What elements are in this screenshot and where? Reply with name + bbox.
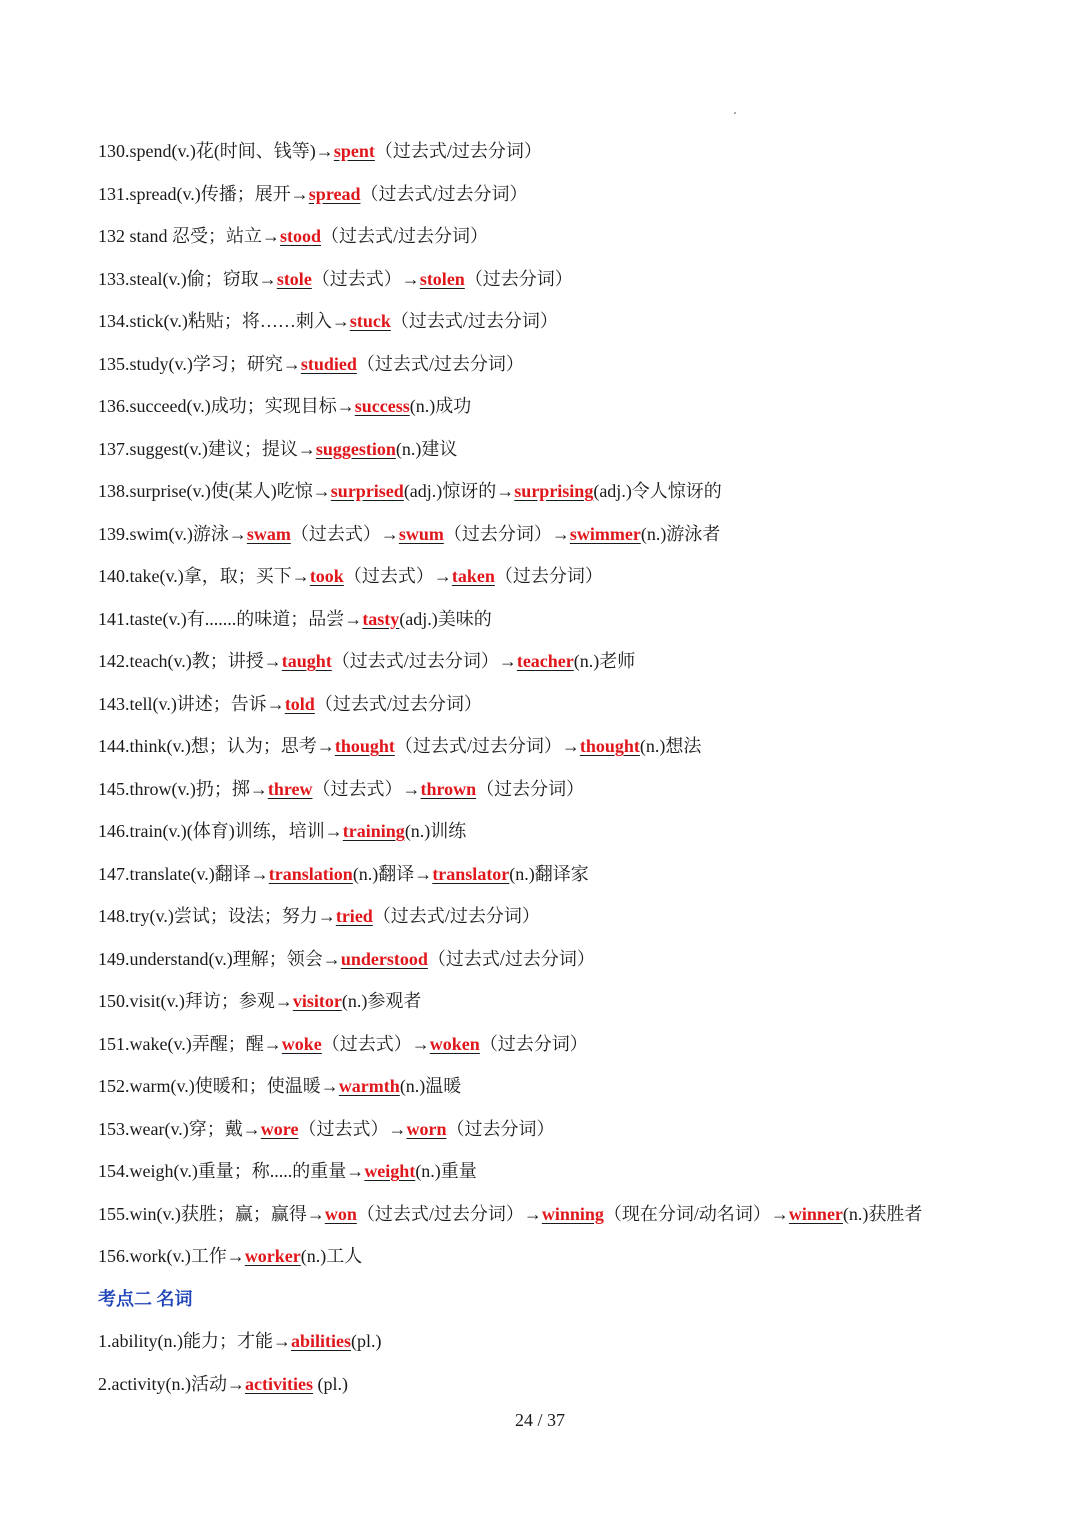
answer-word: weight [364,1161,416,1181]
entry-text: 139.swim(v.)游泳→ [98,523,247,544]
vocab-entry [98,300,1058,343]
vocabulary-list [98,130,1058,1405]
entry-text: （过去式）→ [321,1033,430,1054]
entry-text: 130.spend(v.)花(时间、钱等)→ [98,141,334,161]
answer-word: thought [579,736,640,756]
vocab-entry [98,810,1058,853]
entry-text: （过去式/过去分词） [372,906,540,926]
entry-text: 142.teach(v.)教；讲授→ [98,651,282,671]
answer-word: spent [333,141,375,161]
entry-text: 155.win(v.)获胜；赢；赢得→ [98,1203,325,1224]
vocab-entry [98,1235,1058,1278]
entry-text: (n.)老师 [573,651,636,671]
entry-text: 140.take(v.)拿，取；买下→ [98,566,310,586]
entry-text: （过去式/过去分词）→ [394,736,580,756]
entry-text: (n.)成功 [409,396,472,416]
entry-text: 144.think(v.)想；认为；思考→ [98,736,335,756]
answer-word: tasty [362,608,400,629]
entry-text: （过去式）→ [311,268,420,289]
entry-text: (n.)工人 [300,1246,363,1266]
vocab-entry [98,428,1058,471]
entry-text: （过去式）→ [298,1118,407,1139]
vocab-entry [98,683,1058,726]
entry-text: 133.steal(v.)偷；窃取→ [98,268,277,289]
answer-word: understood [340,948,428,969]
answer-word: stuck [349,311,391,331]
entry-text: (n.)游泳者 [640,523,721,544]
vocab-entry [98,598,1058,641]
answer-word: spread [308,183,361,204]
answer-word: winning [541,1203,604,1224]
entry-text: （过去分词） [476,778,585,799]
entry-text: 149.understand(v.)理解；领会→ [98,948,341,969]
entry-text: 145.throw(v.)扔；掷→ [98,778,268,799]
entry-text: (n.)翻译→ [352,863,433,884]
entry-text: （过去式）→ [290,523,399,544]
vocab-entry [98,980,1058,1023]
answer-word: translation [268,863,353,884]
entry-text: (adj.)惊讶的→ [403,481,515,501]
entry-text: 136.succeed(v.)成功；实现目标→ [98,396,355,416]
answer-word: abilities [290,1331,351,1351]
entry-text: (n.)重量 [415,1161,477,1181]
entry-text: (n.)建议 [395,438,458,459]
answer-word: stole [276,268,312,289]
answer-word: stood [280,226,322,246]
vocab-entry [98,555,1058,598]
entry-text: （过去式/过去分词） [314,693,482,714]
answer-word: thrown [420,778,477,799]
vocab-entry [98,853,1058,896]
entry-text: (n.)参观者 [341,991,422,1011]
answer-word: surprising [514,481,594,501]
entry-text: 135.study(v.)学习；研究→ [98,353,301,374]
vocab-entry [98,173,1058,216]
answer-word: training [342,821,405,841]
answer-word: worn [406,1118,447,1139]
answer-word: woken [429,1033,480,1054]
answer-word: wore [260,1118,299,1139]
entry-text: 148.try(v.)尝试；设法；努力→ [98,906,336,926]
entry-text: （过去分词） [494,566,603,586]
answer-word: swam [246,523,291,544]
entry-text: （过去式/过去分词）→ [356,1203,542,1224]
entry-text: (n.)温暖 [399,1076,462,1096]
answer-word: success [354,396,410,416]
entry-text: （过去式/过去分词） [360,183,528,204]
entry-text: 132 stand 忍受；站立→ [98,226,280,246]
entry-text: （过去分词） [464,268,573,289]
answer-word: thought [334,736,395,756]
vocab-entry [98,1065,1058,1108]
vocab-entry [98,470,1058,513]
answer-word: activities [244,1373,313,1394]
entry-text: 153.wear(v.)穿；戴→ [98,1118,261,1139]
entry-text: 151.wake(v.)弄醒；醒→ [98,1033,282,1054]
entry-text: 147.translate(v.)翻译→ [98,863,269,884]
answer-word: told [284,693,315,714]
vocab-entry [98,895,1058,938]
answer-word: surprised [330,481,404,501]
section-heading [98,1278,1058,1321]
answer-word: translator [432,863,510,884]
entry-text: 154.weigh(v.)重量；称.....的重量→ [98,1161,365,1181]
vocab-entry [98,768,1058,811]
entry-text: （过去式/过去分词） [374,141,542,161]
vocab-entry [98,1023,1058,1066]
answer-word: swimmer [569,523,641,544]
entry-text: （过去分词） [446,1118,555,1139]
vocab-entry [98,513,1058,556]
answer-word: winner [788,1203,843,1224]
vocab-entry [98,1363,1058,1406]
answer-word: warmth [338,1076,400,1096]
answer-word: tried [335,906,373,926]
vocab-entry [98,1320,1058,1363]
heading-text: 考点二 名词 [98,1288,193,1309]
answer-word: won [324,1203,357,1224]
answer-word: worker [244,1246,301,1266]
entry-text: (pl.) [351,1331,382,1351]
answer-word: took [309,566,344,586]
page-number: 24 / 37 [514,1410,565,1430]
vocab-entry [98,1150,1058,1193]
entry-text: （过去分词）→ [443,523,570,544]
vocab-entry [98,1108,1058,1151]
vocab-entry [98,258,1058,301]
vocab-entry [98,1193,1058,1236]
entry-text: (n.)训练 [404,821,467,841]
entry-text: 1.ability(n.)能力；才能→ [98,1331,291,1351]
entry-text: 146.train(v.)(体育)训练，培训→ [98,821,343,841]
entry-text: (adj.)美味的 [399,608,492,629]
entry-text: （过去式/过去分词） [390,311,558,331]
answer-word: woke [281,1033,322,1054]
entry-text: 131.spread(v.)传播；展开→ [98,183,309,204]
answer-word: taken [451,566,495,586]
entry-text: 152.warm(v.)使暖和；使温暖→ [98,1076,339,1096]
entry-text: 137.suggest(v.)建议；提议→ [98,438,316,459]
entry-text: （过去式/过去分词）→ [331,651,517,671]
answer-word: visitor [292,991,342,1011]
entry-text: 156.work(v.)工作→ [98,1246,245,1266]
entry-text: （过去式）→ [312,778,421,799]
entry-text: (pl.) [312,1373,348,1394]
vocab-entry [98,385,1058,428]
entry-text: （过去分词） [479,1033,588,1054]
entry-text: 138.surprise(v.)使(某人)吃惊→ [98,481,331,501]
vocab-entry [98,215,1058,258]
entry-text: （过去式/过去分词） [427,948,595,969]
answer-word: taught [281,651,332,671]
entry-text: 2.activity(n.)活动→ [98,1373,245,1394]
entry-text: (n.)想法 [639,736,702,756]
entry-text: 141.taste(v.)有.......的味道；品尝→ [98,608,363,629]
entry-text: 143.tell(v.)讲述；告诉→ [98,693,285,714]
entry-text: (n.)获胜者 [842,1203,923,1224]
answer-word: teacher [516,651,574,671]
entry-text: （现在分词/动名词）→ [603,1203,789,1224]
answer-word: suggestion [315,438,396,459]
entry-text: （过去式/过去分词） [321,226,489,246]
answer-word: threw [267,778,313,799]
scan-speck [734,112,736,114]
vocab-entry [98,130,1058,173]
entry-text: (n.)翻译家 [509,863,589,884]
entry-text: 134.stick(v.)粘贴；将……刺入→ [98,311,350,331]
vocab-entry [98,938,1058,981]
vocab-entry [98,640,1058,683]
entry-text: 150.visit(v.)拜访；参观→ [98,991,293,1011]
vocab-entry [98,343,1058,386]
answer-word: stolen [419,268,465,289]
entry-text: (adj.)令人惊讶的 [593,481,722,501]
entry-text: （过去式）→ [343,566,452,586]
answer-word: studied [300,353,357,374]
vocab-entry [98,725,1058,768]
answer-word: swum [398,523,444,544]
entry-text: （过去式/过去分词） [356,353,524,374]
